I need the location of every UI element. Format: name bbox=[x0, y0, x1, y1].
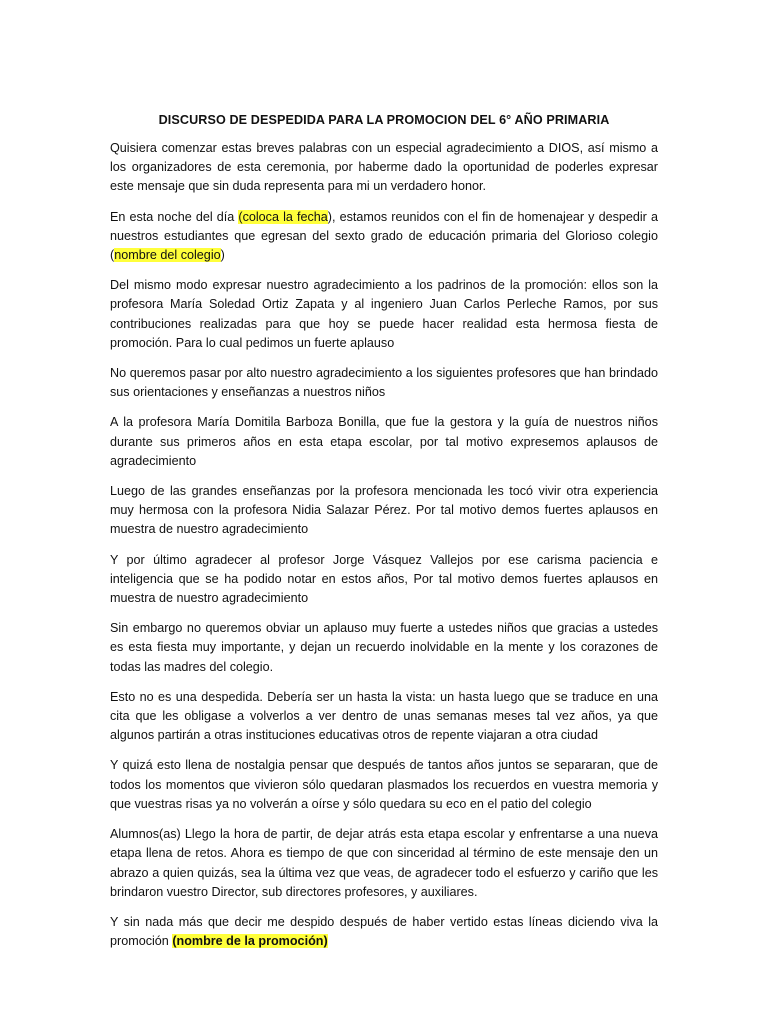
paragraph-teacher-1: A la profesora María Domitila Barboza Bonilla, que fue la gestora y la guía de nuestros niños durante sus primeros años en esta etapa escolar, por tal motivo expresemos aplausos de agradecimiento bbox=[110, 415, 658, 468]
paragraph-closing bbox=[110, 913, 658, 951]
paragraph-date-school bbox=[110, 208, 658, 266]
document-title: DISCURSO DE DESPEDIDA PARA LA PROMOCION DEL 6° AÑO PRIMARIA bbox=[158, 113, 610, 127]
promotion-name-placeholder-highlight: (nombre de la promoción) bbox=[172, 934, 328, 949]
paragraph-text: ), estamos reunidos con el fin de homenajear y despedir a nuestros estudiantes que egresan del sexto grado de educación primaria del Glorioso colegio ( bbox=[110, 209, 658, 263]
paragraph-intro: Quisiera comenzar estas breves palabras con un especial agradecimiento a DIOS, así mismo a los organizadores de esta ceremonia, por haberme dado la oportunidad de poderles expresar este mensaje que sin duda representa para mi un verdadero honor. bbox=[110, 141, 658, 194]
paragraph-teacher-2: Luego de las grandes enseñanzas por la profesora mencionada les tocó vivir otra experiencia muy hermosa con la profesora Nidia Salazar Pérez. Por tal motivo demos fuertes aplausos en muestra de nuestro agradecimiento bbox=[110, 484, 658, 537]
paragraph-nostalgia: Y quizá esto llena de nostalgia pensar que después de tantos años juntos se separaran, que de todos los momentos que vivieron sólo quedaran plasmados los recuerdos en vuestra memoria y que vuestras risas ya no volverán a oírse y sólo quedara su eco en el patio del colegio bbox=[110, 758, 658, 811]
paragraph-text: Y sin nada más que decir me despido después de haber vertido estas líneas diciendo viva la promoción bbox=[110, 914, 658, 949]
paragraph-farewell: Esto no es una despedida. Debería ser un hasta la vista: un hasta luego que se traduce en una cita que les obligase a volverlos a ver dentro de unas semanas meses tal vez años, ya que algunos partirán a otras instituciones educativas otros de repente viajaran a otra ciudad bbox=[110, 689, 658, 743]
paragraph-godparents: Del mismo modo expresar nuestro agradecimiento a los padrinos de la promoción: ellos son la profesora María Soledad Ortiz Zapata y al ingeniero Juan Carlos Perleche Ramos, por sus contribuciones realizadas para que hoy se puede hacer realidad esta hermosa fiesta de promoción. Para lo cual pedimos un fuerte aplauso bbox=[110, 278, 658, 350]
paragraph-students: Alumnos(as) Llego la hora de partir, de dejar atrás esta etapa escolar y enfrentarse a una nueva etapa llena de retos. Ahora es tiempo de que con sinceridad al término de este mensaje den un abrazo a quien quizás, sea la última vez que veas, de agradecer todo el esfuerzo y cariño que les brindaron vuestro Director, sub directores profesores, y auxiliares. bbox=[110, 827, 658, 899]
paragraph-text: En esta noche del día bbox=[110, 209, 239, 224]
paragraph-text: ) bbox=[220, 248, 225, 263]
date-placeholder-highlight: (coloca la fecha bbox=[238, 209, 328, 224]
paragraph-teachers-intro: No queremos pasar por alto nuestro agradecimiento a los siguientes profesores que han brindado sus orientaciones y enseñanzas a nuestros niños bbox=[110, 366, 658, 400]
paragraph-children: Sin embargo no queremos obviar un aplauso muy fuerte a ustedes niños que gracias a ustedes es esta fiesta muy importante, y dejan un recuerdo inolvidable en la mente y los corazones de todas las madres del colegio. bbox=[110, 621, 658, 674]
paragraph-teacher-3: Y por último agradecer al profesor Jorge Vásquez Vallejos por ese carisma paciencia e inteligencia que se ha podido notar en estos años, Por tal motivo demos fuertes aplausos en muestra de nuestro agradecimiento bbox=[110, 552, 658, 606]
school-name-placeholder-highlight: nombre del colegio bbox=[114, 248, 221, 263]
